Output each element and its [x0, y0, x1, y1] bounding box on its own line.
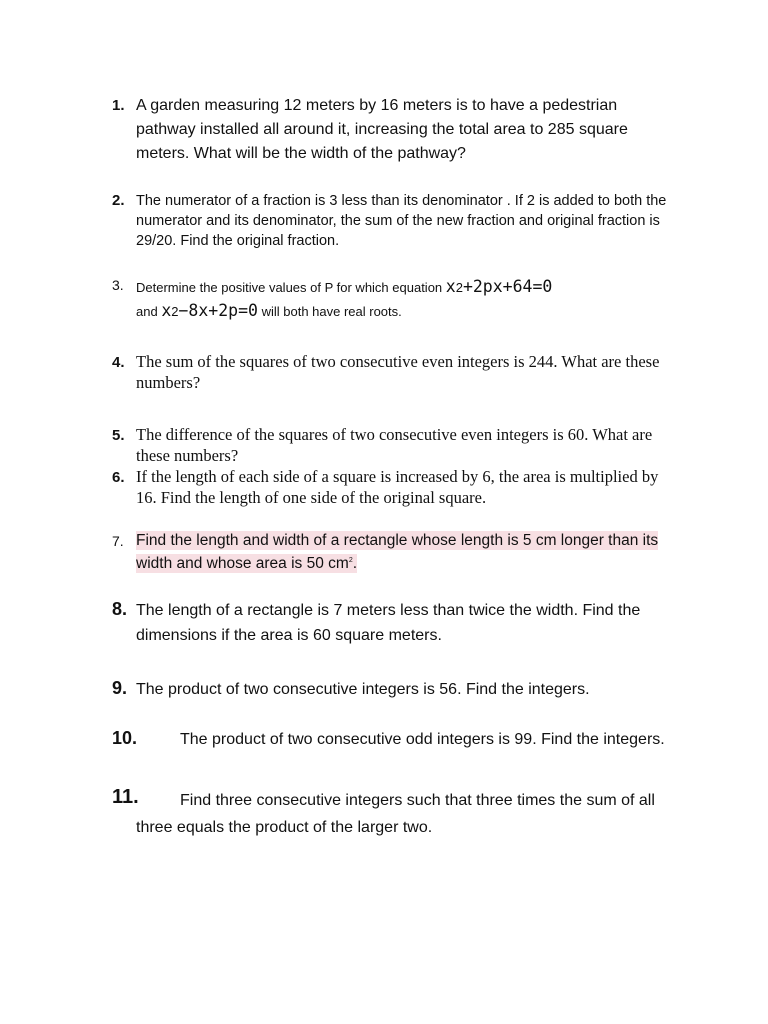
- question-3: [112, 275, 672, 323]
- question-number: 11.: [112, 786, 139, 808]
- question-text-part: Determine the positive values of P for which equation: [136, 280, 446, 295]
- question-text: The numerator of a fraction is 3 less than its denominator . If 2 is added to both the numerator and its denominator, the sum of the new fraction and original fraction is 29/20. Find the original fraction.: [136, 193, 667, 249]
- question-number: 7.: [112, 533, 124, 549]
- question-number: 8.: [112, 599, 128, 619]
- question-9: [112, 677, 672, 702]
- question-text: Find three consecutive integers such that three times the sum of all three equals the product of the larger two.: [136, 792, 655, 836]
- question-text: If the length of each side of a square is increased by 6, the area is multiplied by 16. Find the length of one side of the original square.: [136, 467, 659, 507]
- question-number: 9.: [112, 678, 128, 698]
- question-text: The sum of the squares of two consecutive even integers is 244. What are these numbers?: [136, 352, 660, 392]
- question-text: The product of two consecutive odd integers is 99. Find the integers.: [180, 731, 665, 748]
- question-7: [112, 529, 672, 575]
- question-text-part: will both have real roots.: [257, 304, 402, 319]
- question-6: [112, 466, 672, 508]
- question-text-part: and: [136, 304, 162, 319]
- question-text: [136, 529, 672, 575]
- question-number: 2.: [112, 192, 125, 209]
- equation-1-rest: +2px+64=0: [462, 277, 553, 296]
- question-text: The product of two consecutive integers is 56. Find the integers.: [136, 681, 590, 698]
- equation-1-exponent: 2: [455, 280, 463, 295]
- question-number: 1.: [112, 97, 125, 114]
- question-1: [112, 94, 672, 166]
- question-text-part: .: [352, 555, 358, 572]
- equation-2-exponent: 2: [171, 304, 179, 319]
- question-5: [112, 424, 672, 466]
- question-number: 10.: [112, 728, 138, 748]
- question-number: 3.: [112, 277, 124, 293]
- equation-2-rest: −8x+2p=0: [178, 301, 258, 320]
- question-text: The difference of the squares of two consecutive even integers is 60. What are these numbers?: [136, 425, 653, 465]
- question-text-part: Find the length and width of a rectangle whose length is 5 cm longer than its width and whose area is 50 cm: [136, 532, 659, 572]
- question-number: 5.: [112, 427, 125, 444]
- question-number: 4.: [112, 354, 125, 371]
- equation-2-variable: x: [161, 301, 172, 320]
- question-2: [112, 191, 672, 251]
- question-text: [136, 275, 672, 323]
- question-text: A garden measuring 12 meters by 16 meters is to have a pedestrian pathway installed all around it, increasing the total area to 285 square meters. What will be the width of the pathway?: [136, 97, 628, 162]
- question-4: [112, 351, 672, 393]
- question-11: [112, 787, 672, 841]
- question-text: The length of a rectangle is 7 meters less than twice the width. Find the dimensions if the area is 60 square meters.: [136, 602, 641, 644]
- equation-1-variable: x: [445, 277, 456, 296]
- question-10: [112, 727, 672, 752]
- question-number: 6.: [112, 469, 125, 486]
- highlighted-text: [136, 531, 658, 573]
- question-8: [112, 598, 672, 648]
- superscript: 2: [348, 556, 353, 564]
